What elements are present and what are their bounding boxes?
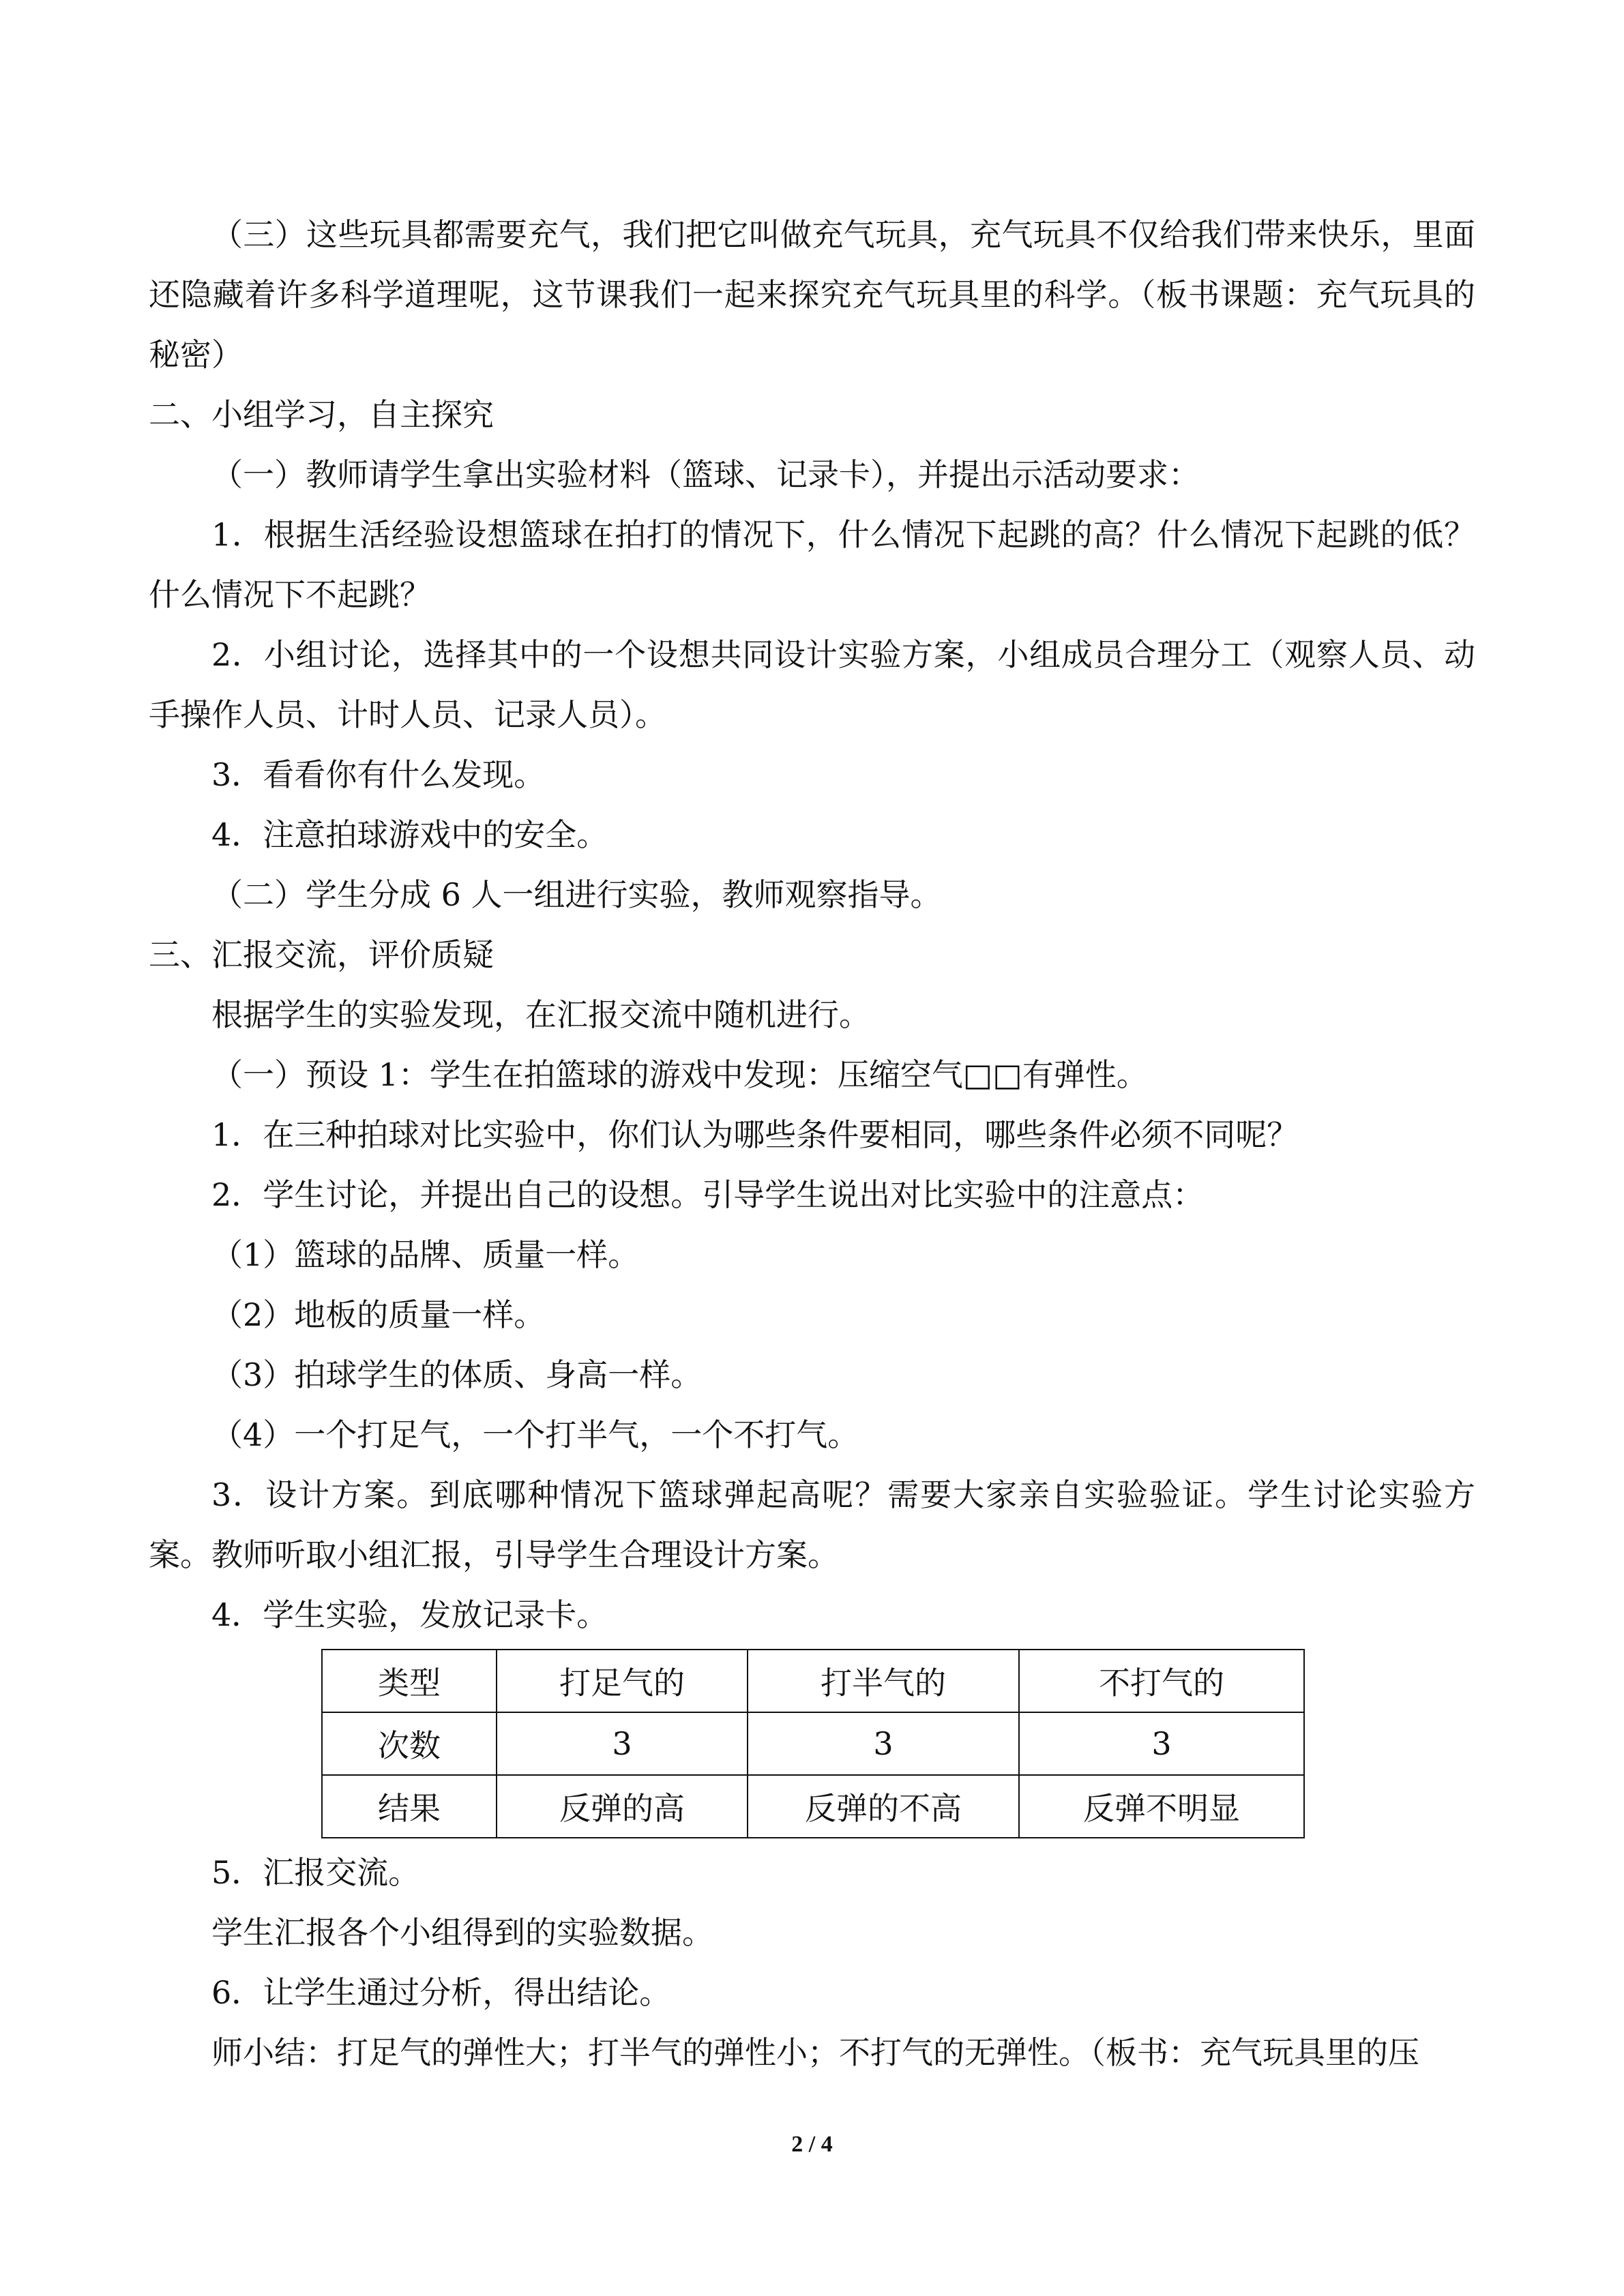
page-number: 2 / 4 [791,2132,833,2157]
design-plan: 3．设计方案。到底哪种情况下篮球弹起高呢？需要大家亲自实验验证。学生讨论实验方案。教师听取小组汇报，引导学生合理设计方案。 [149,1476,1475,1573]
table-cell: 3 [1019,1712,1304,1775]
preset-1: （一）预设 1：学生在拍篮球的游戏中发现：压缩空气□□有弹性。 [211,1056,1148,1093]
section-heading-2: 二、小组学习，自主探究 [149,396,494,433]
table-row [322,1650,1304,1712]
requirement-item-2: 2．小组讨论，选择其中的一个设想共同设计实验方案，小组成员合理分工（观察人员、动手操作人员、计时人员、记录人员）。 [149,636,1475,733]
student-experiment: 4．学生实验，发放记录卡。 [211,1596,608,1633]
report-data: 学生汇报各个小组得到的实验数据。 [211,1914,713,1951]
requirement-item-4: 4．注意拍球游戏中的安全。 [211,816,608,853]
condition-4: （4）一个打足气，一个打半气，一个不打气。 [211,1416,859,1453]
document-body [149,205,1475,2083]
activity-requirements: （一）教师请学生拿出实验材料（篮球、记录卡），并提出示活动要求： [211,456,1200,493]
section-heading-3: 三、汇报交流，评价质疑 [149,936,494,973]
table-header-cell: 类型 [322,1650,497,1712]
table-cell: 反弹的不高 [748,1775,1019,1838]
condition-3: （3）拍球学生的体质、身高一样。 [211,1356,703,1393]
teacher-summary: 师小结：打足气的弹性大；打半气的弹性小；不打气的无弹性。（板书：充气玩具里的压 [211,2034,1419,2071]
requirement-item-3: 3．看看你有什么发现。 [211,756,546,793]
table-cell: 3 [748,1712,1019,1775]
condition-1: （1）篮球的品牌、质量一样。 [211,1236,640,1273]
report-intro: 根据学生的实验发现，在汇报交流中随机进行。 [211,996,870,1033]
table-header-cell: 不打气的 [1019,1650,1304,1712]
table-cell: 结果 [322,1775,497,1838]
discussion-item-2: 2．学生讨论，并提出自己的设想。引导学生说出对比实验中的注意点： [211,1176,1205,1213]
record-table [321,1649,1305,1838]
table-cell: 3 [497,1712,748,1775]
condition-2: （2）地板的质量一样。 [211,1296,546,1333]
table-cell: 次数 [322,1712,497,1775]
report-exchange: 5．汇报交流。 [211,1854,420,1891]
group-experiment: （二）学生分成 6 人一组进行实验，教师观察指导。 [211,876,942,913]
discussion-item-1: 1．在三种拍球对比实验中，你们认为哪些条件要相同，哪些条件必须不同呢？ [211,1116,1299,1153]
requirement-item-1: 1．根据生活经验设想篮球在拍打的情况下，什么情况下起跳的高？什么情况下起跳的低？什么情况下不起跳？ [149,516,1475,613]
table-cell: 反弹不明显 [1019,1775,1304,1838]
analysis-conclusion: 6．让学生通过分析，得出结论。 [211,1974,671,2011]
intro-paragraph: （三）这些玩具都需要充气，我们把它叫做充气玩具，充气玩具不仅给我们带来快乐，里面还隐藏着许多科学道理呢，这节课我们一起来探究充气玩具里的科学。（板书课题：充气玩具的秘密） [149,216,1475,373]
table-row [322,1775,1304,1838]
table-row [322,1712,1304,1775]
table-header-cell: 打足气的 [497,1650,748,1712]
table-header-cell: 打半气的 [748,1650,1019,1712]
table-cell: 反弹的高 [497,1775,748,1838]
